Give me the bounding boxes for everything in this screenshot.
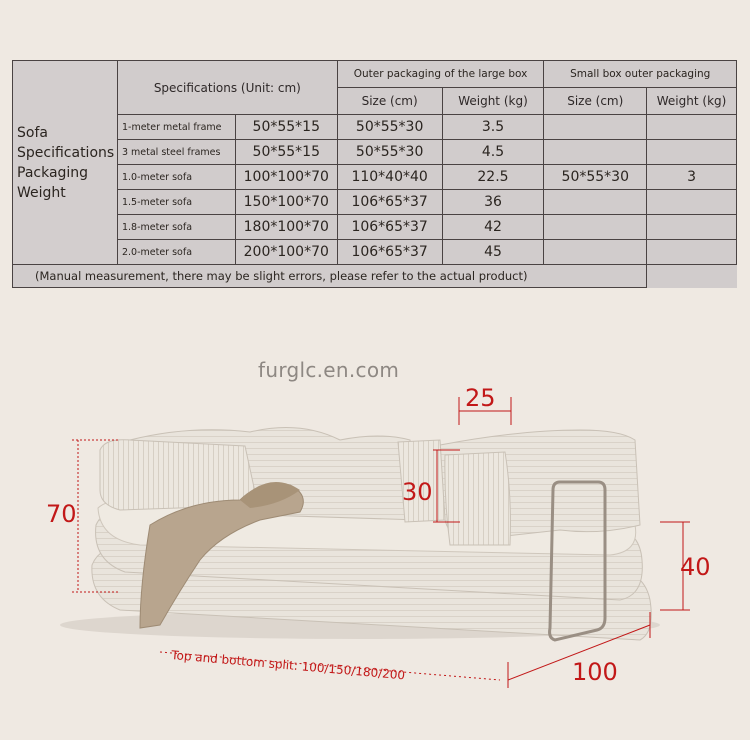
spec-cell: 100*100*70 (235, 165, 337, 190)
small-weight-header: Weight (kg) (647, 88, 737, 115)
small-size-cell: 50*55*30 (544, 165, 647, 190)
model-cell: 3 metal steel frames (117, 140, 235, 165)
large-weight-cell: 4.5 (442, 140, 544, 165)
weight-header: Weight (kg) (442, 88, 544, 115)
large-weight-cell: 45 (442, 240, 544, 265)
spec-cell: 50*55*15 (235, 115, 337, 140)
large-weight-cell: 36 (442, 190, 544, 215)
dim-depth: 100 (572, 658, 618, 686)
small-weight-cell: 3 (647, 165, 737, 190)
model-cell: 2.0-meter sofa (117, 240, 235, 265)
dim-width-top: 25 (465, 384, 496, 412)
model-cell: 1.0-meter sofa (117, 165, 235, 190)
spec-cell: 50*55*15 (235, 140, 337, 165)
large-weight-cell: 22.5 (442, 165, 544, 190)
size-header: Size (cm) (337, 88, 442, 115)
large-weight-cell: 3.5 (442, 115, 544, 140)
sofa-label: Sofa Specifications Packaging Weight (13, 61, 118, 265)
pillow (445, 452, 511, 545)
spec-cell: 180*100*70 (235, 215, 337, 240)
small-size-header: Size (cm) (544, 88, 647, 115)
model-cell: 1.8-meter sofa (117, 215, 235, 240)
dim-total-height: 70 (46, 500, 77, 528)
small-box-header: Small box outer packaging (544, 61, 737, 88)
spec-cell: 150*100*70 (235, 190, 337, 215)
model-cell: 1.5-meter sofa (117, 190, 235, 215)
large-weight-cell: 42 (442, 215, 544, 240)
large-box-header: Outer packaging of the large box (337, 61, 544, 88)
large-size-cell: 50*55*30 (337, 140, 442, 165)
dim-seat-height: 40 (680, 553, 711, 581)
large-size-cell: 50*55*30 (337, 115, 442, 140)
spec-cell: 200*100*70 (235, 240, 337, 265)
large-size-cell: 106*65*37 (337, 215, 442, 240)
spec-header: Specifications (Unit: cm) (117, 61, 337, 115)
large-size-cell: 110*40*40 (337, 165, 442, 190)
split-note: Top and bottom split: 100/150/180/200 (170, 648, 406, 683)
dim-back-height: 30 (402, 478, 433, 506)
watermark-text: furglc.en.com (258, 358, 400, 382)
large-size-cell: 106*65*37 (337, 240, 442, 265)
model-cell: 1-meter metal frame (117, 115, 235, 140)
measurement-note: (Manual measurement, there may be slight errors, please refer to the actual product) (13, 265, 647, 288)
large-size-cell: 106*65*37 (337, 190, 442, 215)
